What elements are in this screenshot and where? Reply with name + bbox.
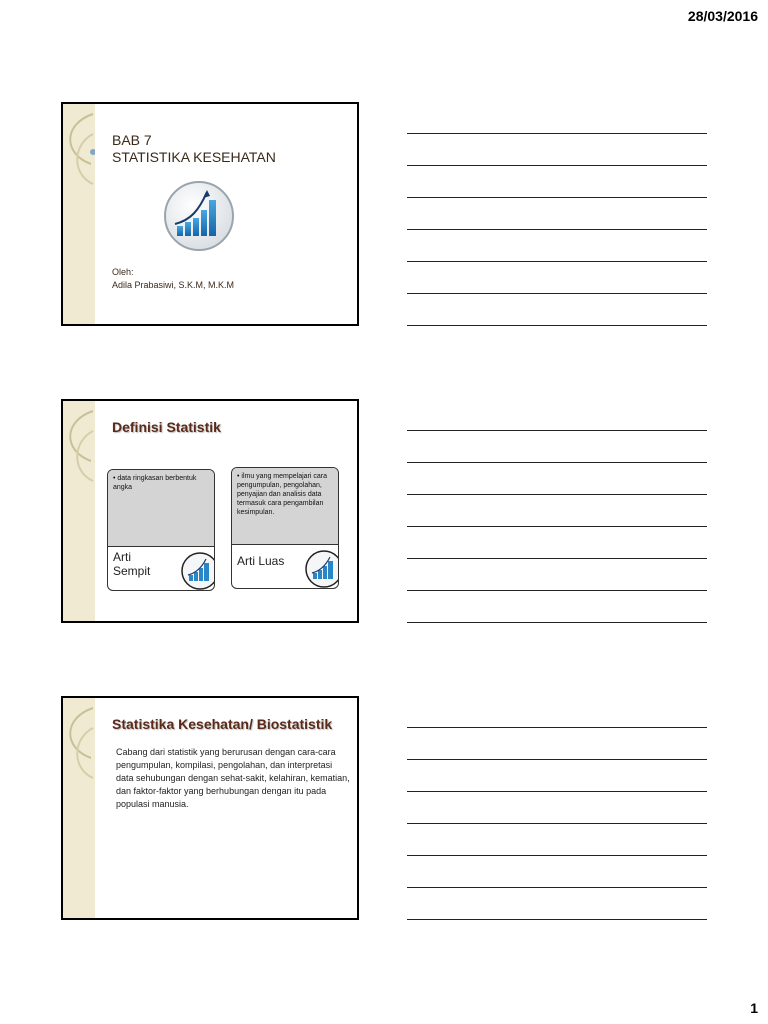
card-label-line-1: Arti bbox=[113, 550, 131, 564]
slide-thumbnail-1 bbox=[61, 102, 359, 326]
note-line bbox=[407, 430, 707, 431]
note-line bbox=[407, 197, 707, 198]
card-text-area bbox=[232, 468, 338, 545]
chart-growth-orb-icon bbox=[163, 180, 235, 257]
chart-growth-orb-icon bbox=[180, 551, 215, 591]
definition-card-broad bbox=[231, 467, 339, 589]
note-line bbox=[407, 261, 707, 262]
card-bullet: • ilmu yang mempelajari cara pengumpulan, pengolahan, penyajian dan analisis data termasuk cara pengambilan kesimpulan. bbox=[237, 473, 327, 516]
slide-title: Statistika Kesehatan/ Biostatistik bbox=[112, 716, 333, 732]
note-line bbox=[407, 727, 707, 728]
decorative-band bbox=[63, 104, 95, 324]
title-line-2: STATISTIKA KESEHATAN bbox=[112, 149, 276, 165]
note-line bbox=[407, 887, 707, 888]
note-line bbox=[407, 133, 707, 134]
note-line bbox=[407, 229, 707, 230]
note-line bbox=[407, 462, 707, 463]
slide-body-text: Cabang dari statistik yang berurusan dengan cara-cara pengumpulan, kompilasi, pengolahan, dan interpretasi data sehubungan dengan sehat-sakit, kelahiran, kematian, dan faktor-faktor yang berhubungan dengan itu pada populasi manusia. bbox=[116, 747, 350, 809]
note-line bbox=[407, 293, 707, 294]
decorative-band bbox=[63, 401, 95, 621]
slide-byline bbox=[112, 266, 234, 292]
card-label-line-2: Sempit bbox=[113, 564, 151, 578]
title-line-1: BAB 7 bbox=[112, 132, 152, 148]
handout-date: 28/03/2016 bbox=[687, 8, 758, 24]
author-name: Adila Prabasiwi, S.K.M, M.K.M bbox=[112, 280, 235, 290]
note-line bbox=[407, 165, 707, 166]
note-line bbox=[407, 919, 707, 920]
slide-title: Definisi Statistik bbox=[112, 419, 221, 435]
note-line bbox=[407, 855, 707, 856]
note-line bbox=[407, 823, 707, 824]
slide-thumbnail-3 bbox=[61, 696, 359, 920]
note-line bbox=[407, 325, 707, 326]
note-line bbox=[407, 791, 707, 792]
note-line bbox=[407, 558, 707, 559]
card-label-line-1: Arti Luas bbox=[237, 554, 285, 568]
note-line bbox=[407, 494, 707, 495]
card-label bbox=[237, 554, 284, 568]
card-text-area bbox=[108, 470, 214, 547]
card-label bbox=[113, 550, 150, 578]
note-line bbox=[407, 622, 707, 623]
note-line bbox=[407, 526, 707, 527]
slide-thumbnail-2 bbox=[61, 399, 359, 623]
chart-growth-orb-icon bbox=[304, 549, 339, 589]
card-bullet: • data ringkasan berbentuk angka bbox=[113, 475, 197, 491]
byline-label: Oleh: bbox=[112, 267, 134, 277]
decorative-band bbox=[63, 698, 95, 918]
note-line bbox=[407, 590, 707, 591]
definition-card-narrow bbox=[107, 469, 215, 591]
note-line bbox=[407, 759, 707, 760]
slide-title bbox=[112, 132, 276, 166]
page-number: 1 bbox=[750, 1000, 758, 1016]
